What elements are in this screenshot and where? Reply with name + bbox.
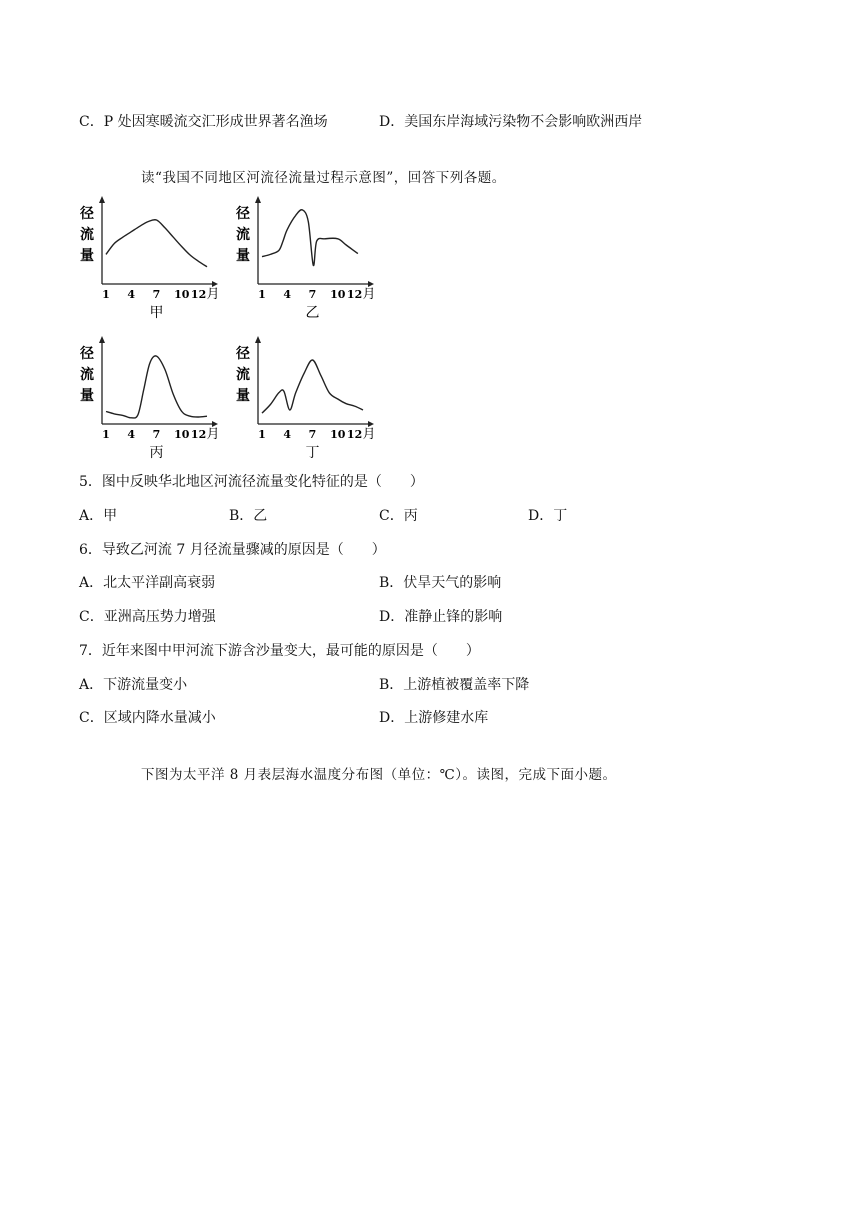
x-tick-label: 10: [174, 288, 190, 301]
y-axis-arrow: [255, 336, 261, 343]
question-5-option-a: A．甲: [79, 508, 118, 524]
y-axis-label-char: 径: [80, 346, 94, 362]
x-tick-label: 7: [308, 428, 317, 441]
question-7-stem: 7．近年来图中甲河流下游含沙量变大，最可能的原因是（ ）: [79, 643, 480, 659]
question-6-option-b: B．伏旱天气的影响: [379, 575, 502, 591]
runoff-chart-svg: [228, 336, 383, 464]
question-7-option-a: A．下游流量变小: [79, 677, 188, 693]
y-axis-label-char: 量: [236, 388, 250, 404]
y-axis-label-char: 量: [80, 248, 94, 264]
x-axis-unit-label: 月: [362, 427, 376, 442]
chart-name-label: 甲: [149, 305, 164, 321]
x-tick-label: 10: [330, 288, 346, 301]
x-tick-label: 4: [127, 428, 136, 441]
chart-ding: [228, 336, 383, 464]
y-axis-label-char: 流: [80, 367, 94, 383]
question-5-stem: 5．图中反映华北地区河流径流量变化特征的是（ ）: [79, 474, 424, 490]
chart-bing: [72, 336, 227, 464]
x-tick-label: 10: [330, 428, 346, 441]
y-axis-arrow: [99, 336, 105, 343]
runoff-curve: [262, 360, 363, 413]
y-axis-label-char: 流: [236, 227, 250, 243]
y-axis-label-char: 量: [80, 388, 94, 404]
question-7-option-d: D．上游修建水库: [379, 710, 489, 726]
y-axis-arrow: [255, 196, 261, 203]
chart-jia: [72, 196, 227, 324]
x-tick-label: 1: [258, 428, 266, 441]
x-tick-label: 4: [283, 428, 292, 441]
runoff-curve: [106, 356, 207, 418]
x-tick-label: 12: [190, 288, 207, 301]
question-7-option-b: B．上游植被覆盖率下降: [379, 677, 530, 693]
x-axis-unit-label: 月: [206, 427, 220, 442]
x-tick-label: 4: [127, 288, 136, 301]
chart-yi: [228, 196, 383, 324]
x-tick-label: 1: [102, 428, 110, 441]
option-c-prev: C．P 处因寒暖流交汇形成世界著名渔场: [79, 114, 328, 130]
chart-name-label: 乙: [305, 305, 320, 321]
question-7-option-c: C．区域内降水量减小: [79, 710, 216, 726]
option-d-prev: D．美国东岸海域污染物不会影响欧洲西岸: [379, 114, 643, 130]
question-5-option-c: C．丙: [379, 508, 418, 524]
y-axis-label-char: 径: [236, 206, 250, 222]
question-6-option-c: C．亚洲高压势力增强: [79, 609, 216, 625]
question-5-option-d: D．丁: [528, 508, 568, 524]
question-6-option-d: D．准静止锋的影响: [379, 609, 503, 625]
runoff-curve: [262, 210, 358, 266]
intro-text-sea-temperature: 下图为太平洋 8 月表层海水温度分布图（单位：℃）。读图，完成下面小题。: [141, 767, 617, 783]
intro-text-runoff: 读“我国不同地区河流径流量过程示意图”，回答下列各题。: [141, 170, 506, 186]
runoff-curve: [106, 220, 207, 267]
chart-name-label: 丙: [149, 445, 164, 461]
y-axis-label-char: 径: [236, 346, 250, 362]
runoff-chart-svg: [228, 196, 383, 324]
x-axis-unit-label: 月: [206, 287, 220, 302]
runoff-chart-svg: [72, 336, 227, 464]
x-tick-label: 10: [174, 428, 190, 441]
chart-name-label: 丁: [305, 445, 320, 461]
y-axis-arrow: [99, 196, 105, 203]
x-tick-label: 7: [152, 288, 161, 301]
runoff-chart-svg: [72, 196, 227, 324]
x-tick-label: 12: [346, 288, 363, 301]
y-axis-label-char: 径: [80, 206, 94, 222]
x-tick-label: 7: [152, 428, 161, 441]
x-axis-unit-label: 月: [362, 287, 376, 302]
x-tick-label: 1: [102, 288, 110, 301]
x-tick-label: 1: [258, 288, 266, 301]
y-axis-label-char: 量: [236, 248, 250, 264]
question-6-stem: 6．导致乙河流 7 月径流量骤减的原因是（ ）: [79, 542, 386, 558]
question-5-option-b: B．乙: [229, 508, 268, 524]
y-axis-label-char: 流: [80, 227, 94, 243]
question-6-option-a: A．北太平洋副高衰弱: [79, 575, 216, 591]
x-tick-label: 7: [308, 288, 317, 301]
x-tick-label: 12: [190, 428, 207, 441]
x-tick-label: 4: [283, 288, 292, 301]
x-tick-label: 12: [346, 428, 363, 441]
y-axis-label-char: 流: [236, 367, 250, 383]
